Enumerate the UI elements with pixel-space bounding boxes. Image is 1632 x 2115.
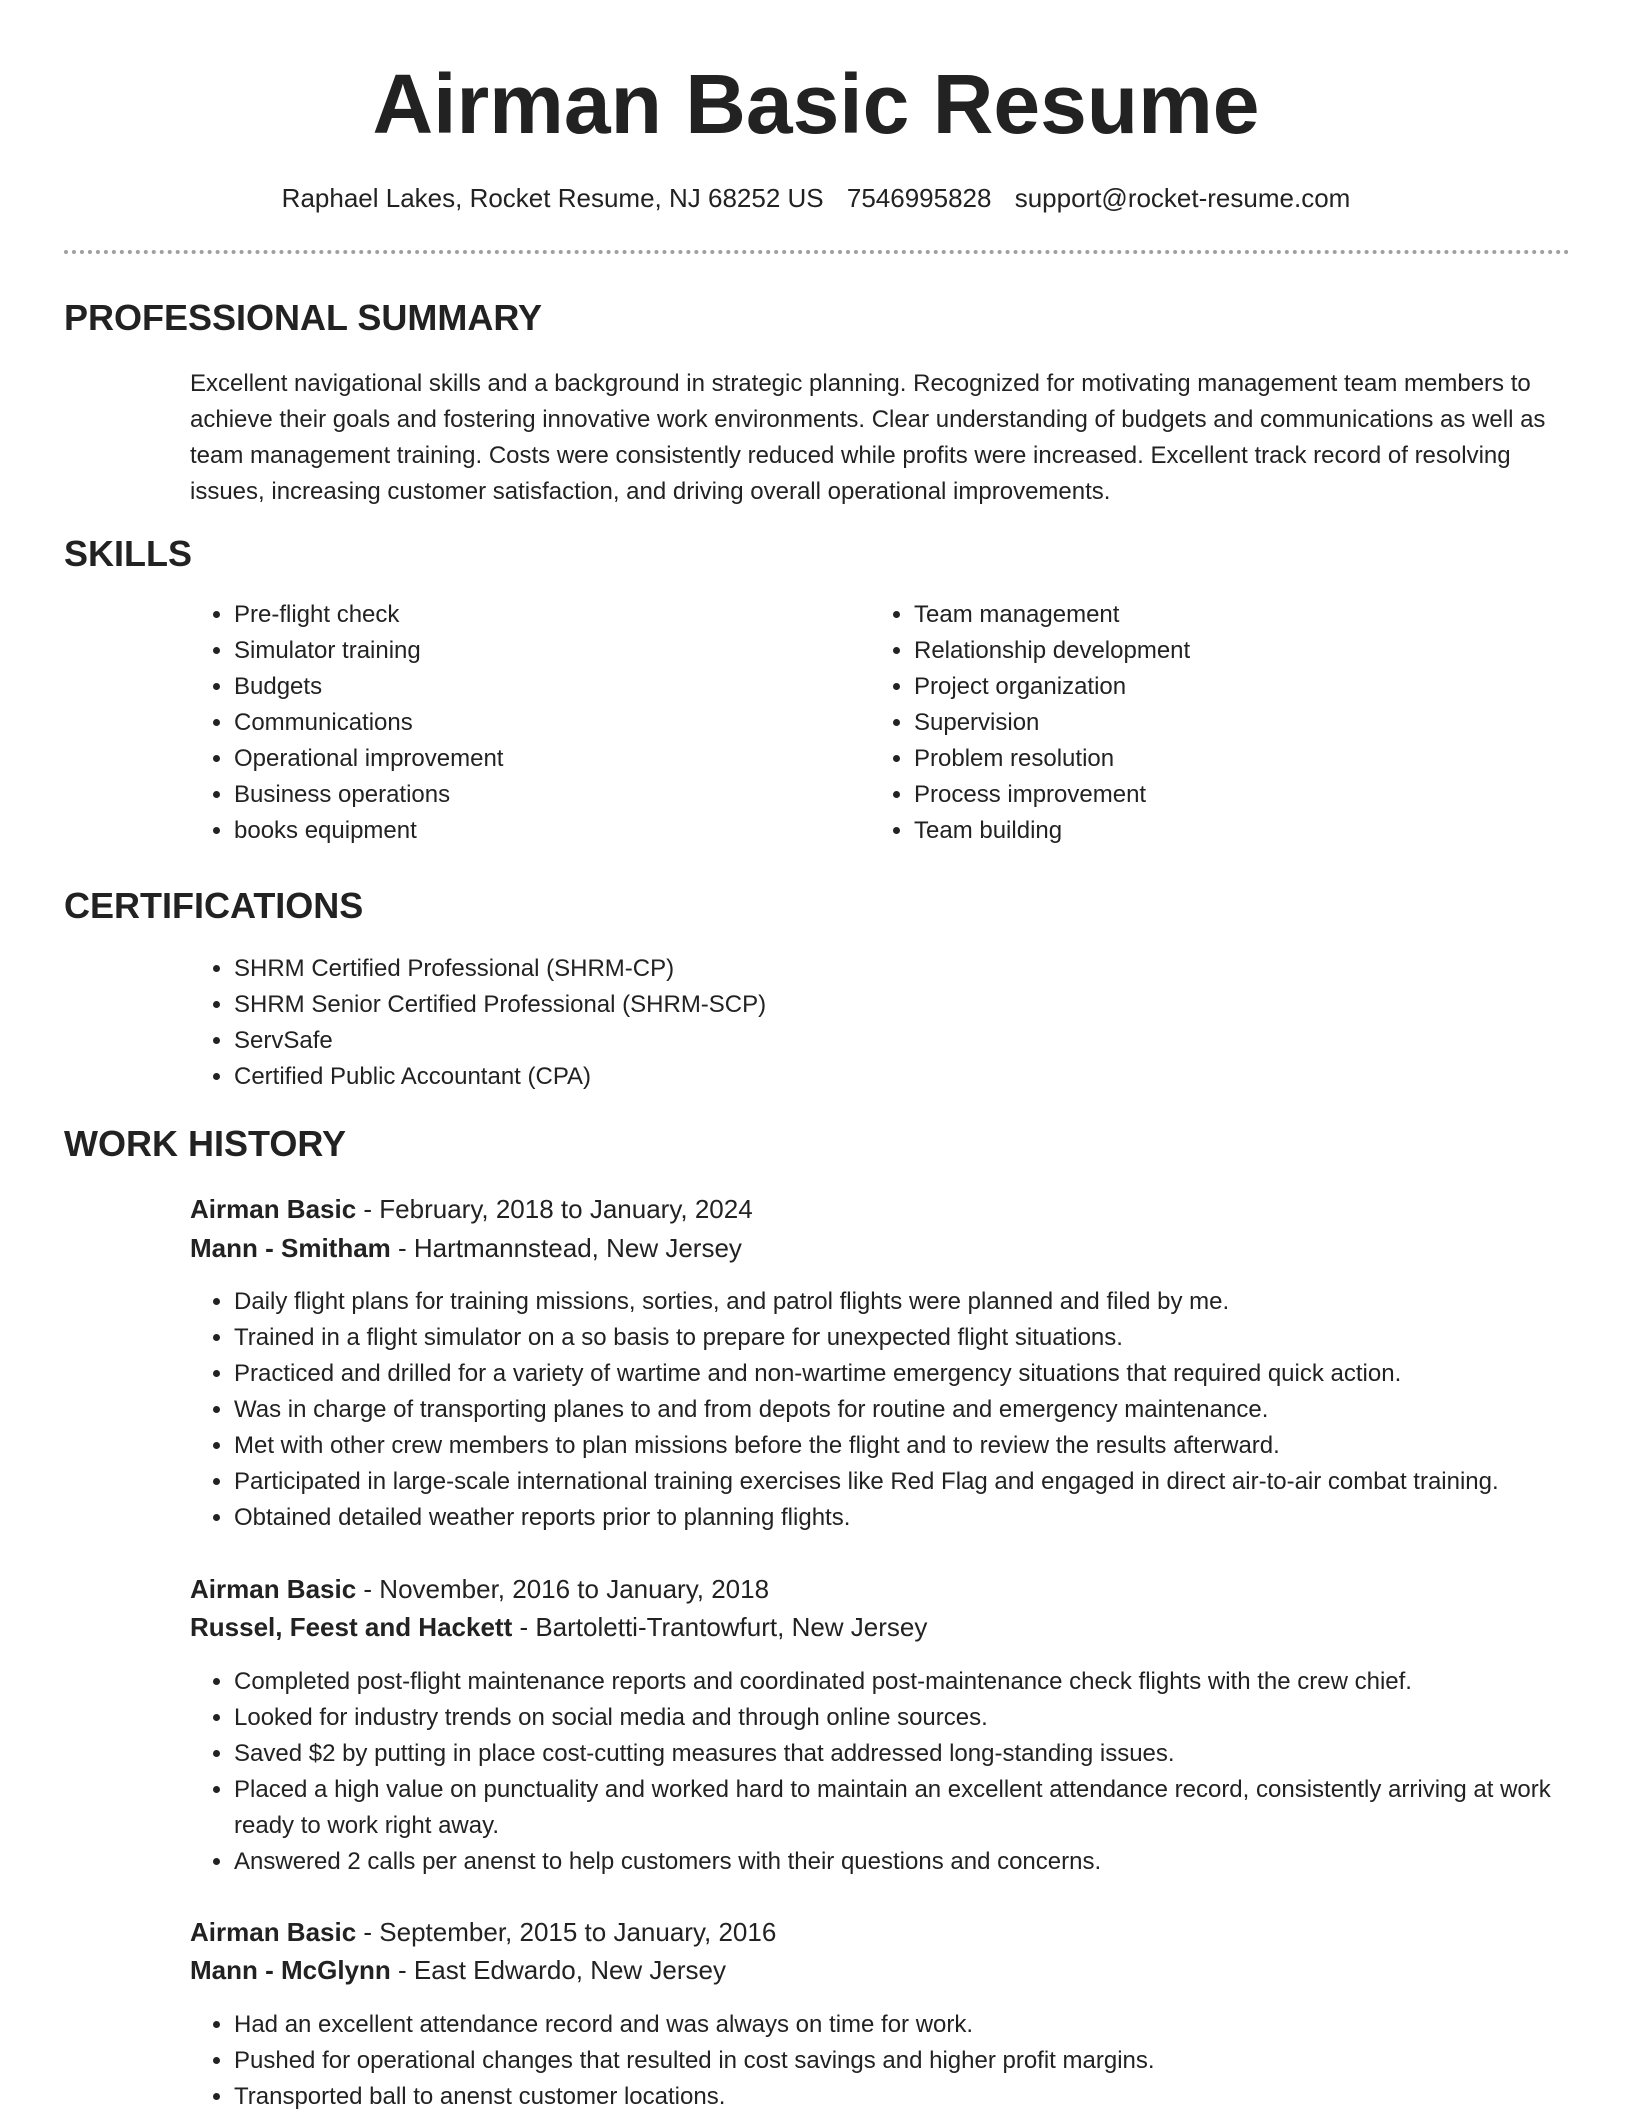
skill-item: • Business operations <box>234 777 854 813</box>
job-company: Mann - Smitham <box>190 1233 391 1263</box>
job-bullet: • Transported ball to anenst customer locations. <box>234 2079 1614 2115</box>
contact-address: Raphael Lakes, Rocket Resume, NJ 68252 US <box>281 183 824 213</box>
job-dates: - February, 2018 to January, 2024 <box>356 1194 753 1224</box>
section-title-skills: SKILLS <box>64 533 193 574</box>
job-bullets <box>190 1664 1614 1880</box>
job-company-line <box>190 1608 927 1646</box>
skill-item: • Process improvement <box>914 777 1534 813</box>
job-title-line <box>190 1190 753 1228</box>
job-bullet: • Completed post-flight maintenance reports and coordinated post-maintenance check flights with the crew chief. <box>234 1664 1614 1700</box>
job-bullet: • Had an excellent attendance record and was always on time for work. <box>234 2007 1614 2043</box>
skill-item: • Relationship development <box>914 633 1534 669</box>
job-bullet: • Obtained detailed weather reports prior to planning flights. <box>234 1500 1614 1536</box>
job-bullet: • Placed a high value on punctuality and worked hard to maintain an excellent attendance record, consistently arriving at work ready to work right away. <box>234 1772 1614 1844</box>
job-location: - Hartmannstead, New Jersey <box>390 1233 742 1263</box>
job-title-line <box>190 1570 769 1608</box>
job-location: - Bartoletti-Trantowfurt, New Jersey <box>512 1612 928 1642</box>
job-bullet: • Answered 2 calls per anenst to help customers with their questions and concerns. <box>234 1844 1614 1880</box>
job-company-line <box>190 1951 726 1989</box>
job-bullet: • Pushed for operational changes that resulted in cost savings and higher profit margins. <box>234 2043 1614 2079</box>
job-bullet: • Trained in a flight simulator on a so basis to prepare for unexpected flight situations. <box>234 1320 1614 1356</box>
skill-item: • Team building <box>914 813 1534 849</box>
job-bullet: • Was in charge of transporting planes to and from depots for routine and emergency maintenance. <box>234 1392 1614 1428</box>
section-title-certifications: CERTIFICATIONS <box>64 885 364 926</box>
skill-item: • Project organization <box>914 669 1534 705</box>
job-bullet: • Looked for industry trends on social media and through online sources. <box>234 1700 1614 1736</box>
certification-item: • SHRM Certified Professional (SHRM-CP) <box>234 951 1534 987</box>
summary-text: Excellent navigational skills and a background in strategic planning. Recognized for motivating management team members to achieve their goals and fostering innovative work environments. Clear understanding of budgets and communications as well as team management training. Costs were consistently reduced while profits were increased. Excellent track record of resolving issues, increasing customer satisfaction, and driving overall operational improvements. <box>190 370 1546 505</box>
job-dates: - November, 2016 to January, 2018 <box>356 1574 770 1604</box>
skill-item: • Team management <box>914 597 1534 633</box>
job-dates: - September, 2015 to January, 2016 <box>356 1917 777 1947</box>
job-company-line <box>190 1229 742 1267</box>
skill-item: • Pre-flight check <box>234 597 854 633</box>
job-title: Airman Basic <box>190 1574 357 1604</box>
job-bullets <box>190 1284 1614 1536</box>
skill-item: • books equipment <box>234 813 854 849</box>
certification-item: • SHRM Senior Certified Professional (SHRM-SCP) <box>234 987 1534 1023</box>
header-divider <box>64 250 1570 254</box>
skill-item: • Simulator training <box>234 633 854 669</box>
job-bullet: • Saved $2 by putting in place cost-cutting measures that addressed long-standing issues. <box>234 1736 1614 1772</box>
job-title-line <box>190 1913 776 1951</box>
skill-item: • Supervision <box>914 705 1534 741</box>
contact-email: support@rocket-resume.com <box>1014 183 1351 213</box>
resume-title: Airman Basic Resume <box>372 57 1260 151</box>
skill-item: • Communications <box>234 705 854 741</box>
contact-phone: 7546995828 <box>846 183 992 213</box>
contact-line <box>0 180 1632 216</box>
job-company: Russel, Feest and Hackett <box>190 1612 513 1642</box>
section-title-work-history: WORK HISTORY <box>64 1123 347 1164</box>
job-company: Mann - McGlynn <box>190 1955 391 1985</box>
skill-item: • Operational improvement <box>234 741 854 777</box>
certification-item: • Certified Public Accountant (CPA) <box>234 1059 1534 1095</box>
job-bullet: • Daily flight plans for training missions, sorties, and patrol flights were planned and filed by me. <box>234 1284 1614 1320</box>
skills-list-left <box>190 597 854 849</box>
job-bullets <box>190 2007 1614 2115</box>
job-bullet: • Participated in large-scale international training exercises like Red Flag and engaged in direct air-to-air combat training. <box>234 1464 1614 1500</box>
job-title: Airman Basic <box>190 1917 357 1947</box>
job-title: Airman Basic <box>190 1194 357 1224</box>
certifications-list <box>190 951 1534 1095</box>
certification-item: • ServSafe <box>234 1023 1534 1059</box>
skill-item: • Budgets <box>234 669 854 705</box>
skill-item: • Problem resolution <box>914 741 1534 777</box>
job-location: - East Edwardo, New Jersey <box>390 1955 727 1985</box>
job-bullet: • Practiced and drilled for a variety of wartime and non-wartime emergency situations that required quick action. <box>234 1356 1614 1392</box>
section-title-summary: PROFESSIONAL SUMMARY <box>64 297 543 338</box>
skills-list-right <box>870 597 1534 849</box>
job-bullet: • Met with other crew members to plan missions before the flight and to review the results afterward. <box>234 1428 1614 1464</box>
